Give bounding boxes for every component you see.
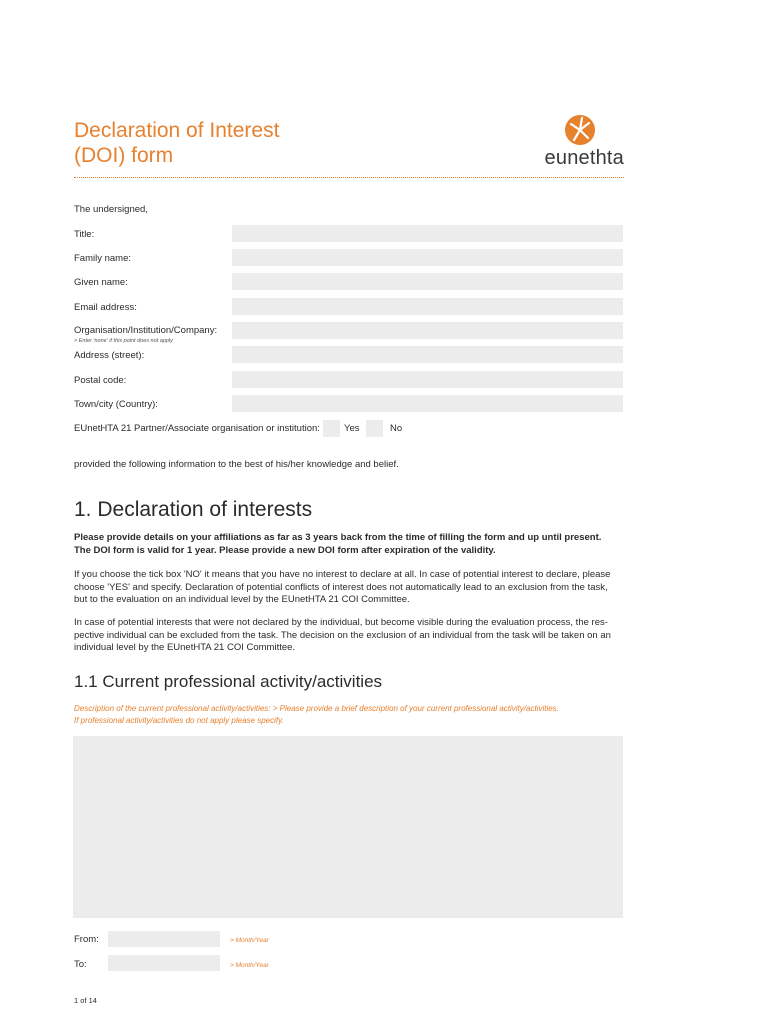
given-name-label: Given name: [74,277,128,288]
to-date-hint: > Month/Year [230,962,269,969]
page-number: 1 of 14 [74,996,97,1005]
partner-yes-label: Yes [344,423,360,434]
eunethta-logo-icon [564,114,596,146]
postal-code-label: Postal code: [74,375,127,386]
exclusion-paragraph-line: In case of potential interests that were not declared by the individual, but become visible during the evaluation process, the res- [74,617,608,628]
title-label: Title: [74,229,95,240]
provided-statement: provided the following information to the best of his/her knowledge and belief. [74,459,399,470]
title-field[interactable] [232,225,623,242]
activity-instructions-line1: Description of the current professional activity/activities: > Please provide a brief description of your current professional activity/activities. [74,704,559,713]
partner-no-checkbox[interactable] [366,420,383,437]
family-name-field[interactable] [232,249,623,266]
from-label: From: [74,934,99,945]
section-1-heading: 1. Declaration of interests [74,498,313,521]
organisation-field[interactable] [232,322,623,339]
postal-code-field[interactable] [232,371,623,388]
section-1-1-heading: 1.1 Current professional activity/activities [74,672,383,691]
tickbox-paragraph [74,569,620,607]
eunethta-logo [540,112,624,170]
given-name-field[interactable] [232,273,623,290]
intro-text: The undersigned, [74,204,148,215]
address-field[interactable] [232,346,623,363]
title-divider [74,177,624,178]
document-title-line1: Declaration of Interest [74,119,280,142]
activity-instructions-line2: If professional activity/activities do not apply please specify. [74,715,284,725]
email-label: Email address: [74,302,137,313]
from-date-hint: > Month/Year [230,937,269,944]
activity-description-field[interactable] [73,736,623,918]
document-title-line2: (DOI) form [74,144,174,167]
family-name-label: Family name: [74,253,132,264]
partner-question: EUnetHTA 21 Partner/Associate organisation or institution: [74,423,320,434]
organisation-label: Organisation/Institution/Company: [74,325,218,336]
exclusion-paragraph-line: pective individual can be excluded from the task. The decision on the exclusion of an individual from the task will be taken on an [74,629,611,641]
organisation-note: > Enter 'none' if this point does not apply [74,338,173,344]
to-date-field[interactable] [108,955,220,971]
tickbox-paragraph-line: choose 'YES' and specify. Declaration of potential conflicts of interest does not automatically lead to an exclusion from the task, [74,581,608,593]
document-title [74,118,279,168]
address-label: Address (street): [74,350,145,361]
affiliations-note-line2: The DOI form is valid for 1 year. Please provide a new DOI form after expiration of the validity. [74,544,496,556]
partner-yes-checkbox[interactable] [323,420,340,437]
partner-no-label: No [390,423,403,434]
to-label: To: [74,959,87,970]
from-date-field[interactable] [108,931,220,947]
email-field[interactable] [232,298,623,315]
exclusion-paragraph-line: individual level by the EUnetHTA 21 COI Committee. [74,642,296,653]
logo-wordmark: eunethta [544,147,624,169]
town-country-label: Town/city (Country): [74,399,158,410]
tickbox-paragraph-line: If you choose the tick box 'NO' it means that you have no interest to declare at all. In case of potential interest to declare, please [74,569,611,580]
activity-instructions [74,703,634,726]
affiliations-note [74,532,634,557]
tickbox-paragraph-line: but to the evaluation on an individual level by the EUnetHTA 21 COI Committee. [74,594,410,605]
exclusion-paragraph [74,617,620,655]
town-country-field[interactable] [232,395,623,412]
affiliations-note-line1: Please provide details on your affiliations as far as 3 years back from the time of filling the form and up until present. [74,532,602,543]
